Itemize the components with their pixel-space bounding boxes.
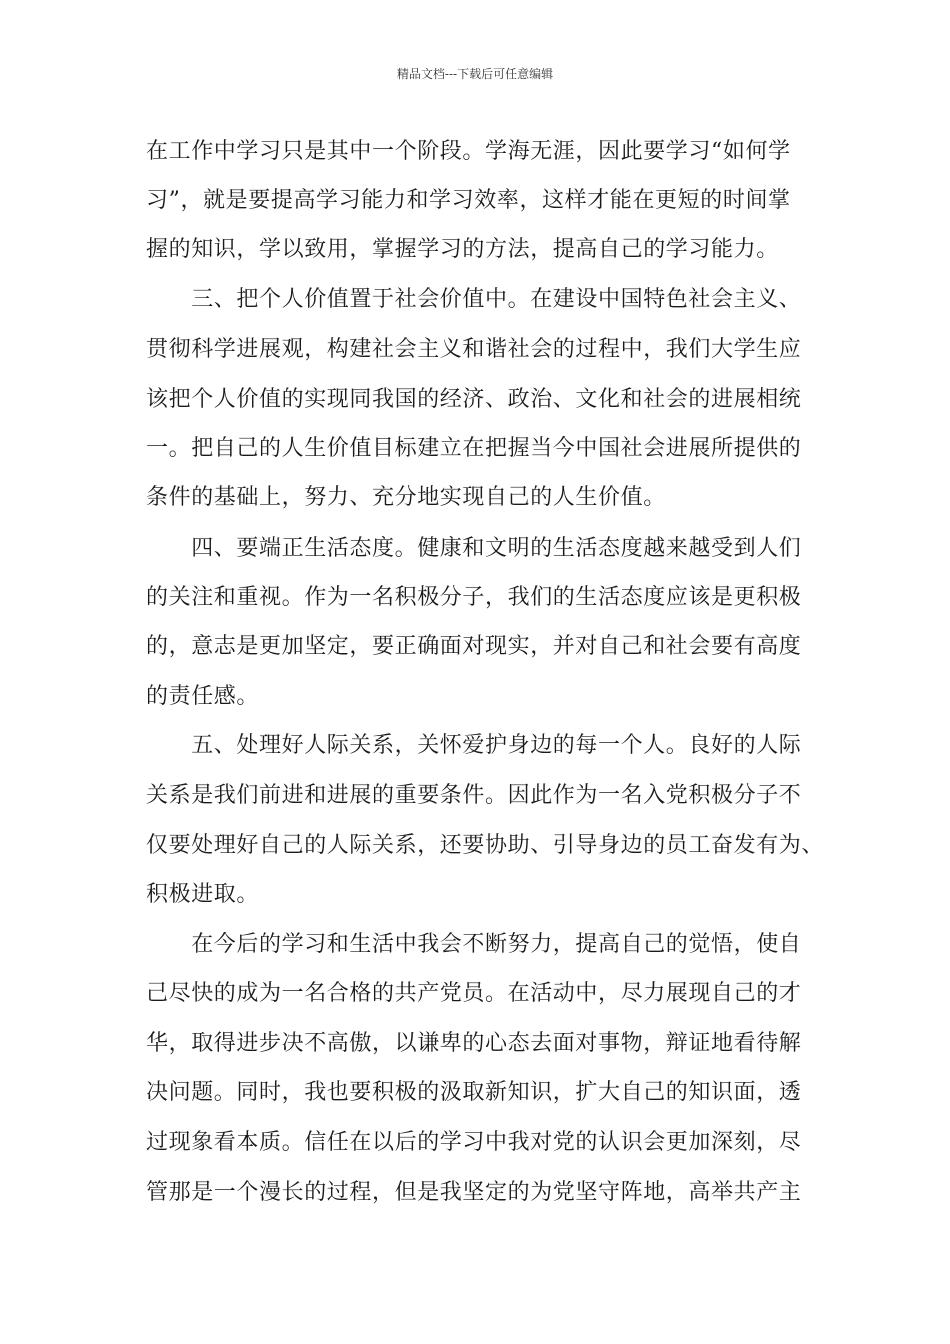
text-line: 握的知识，学以致用，掌握学习的方法，提高自己的学习能力。 xyxy=(146,237,779,262)
text-line: 管那是一个漫长的过程，但是我坚定的为党坚守阵地，高举共产主 xyxy=(146,1180,802,1205)
text-line: 决问题。同时，我也要积极的汲取新知识，扩大自己的知识面，透 xyxy=(146,1080,802,1105)
text-line: 习”，就是要提高学习能力和学习效率，这样才能在更短的时间掌 xyxy=(146,188,791,213)
text-line: 的责任感。 xyxy=(146,684,260,709)
text-line: 贯彻科学进展观，构建社会主义和谐社会的过程中，我们大学生应 xyxy=(146,337,802,362)
text-line: 一。把自己的人生价值目标建立在把握当今中国社会进展所提供的 xyxy=(146,436,802,461)
text-line: 四、要端正生活态度。健康和文明的生活态度越来越受到人们 xyxy=(146,536,802,561)
text-line: 关系是我们前进和进展的重要条件。因此作为一名入党积极分子不 xyxy=(146,783,802,808)
text-line: 在今后的学习和生活中我会不断努力，提高自己的觉悟，使自 xyxy=(146,932,802,957)
text-line: 的，意志是更加坚定，要正确面对现实，并对自己和社会要有高度 xyxy=(146,634,802,659)
text-line: 华，取得进步决不高傲，以谦卑的心态去面对事物，辩证地看待解 xyxy=(146,1031,802,1056)
text-line: 五、处理好人际关系，关怀爱护身边的每一个人。良好的人际 xyxy=(146,733,802,758)
text-line: 三、把个人价值置于社会价值中。在建设中国特色社会主义、 xyxy=(146,287,802,312)
text-line: 积极进取。 xyxy=(146,882,260,907)
text-line: 条件的基础上，努力、充分地实现自己的人生价值。 xyxy=(146,485,666,510)
text-line: 在工作中学习只是其中一个阶段。学海无涯，因此要学习“如何学 xyxy=(146,139,791,164)
text-line: 该把个人价值的实现同我国的经济、政治、文化和社会的进展相统 xyxy=(146,387,802,412)
text-line: 己尽快的成为一名合格的共产党员。在活动中，尽力展现自己的才 xyxy=(146,981,802,1006)
text-line: 的关注和重视。作为一名积极分子，我们的生活态度应该是更积极 xyxy=(146,585,802,610)
page-header: 精品文档---下载后可任意编辑 xyxy=(396,67,554,81)
text-line: 过现象看本质。信任在以后的学习中我对党的认识会更加深刻，尽 xyxy=(146,1130,802,1155)
text-line: 仅要处理好自己的人际关系，还要协助、引导身边的员工奋发有为、 xyxy=(146,833,825,858)
